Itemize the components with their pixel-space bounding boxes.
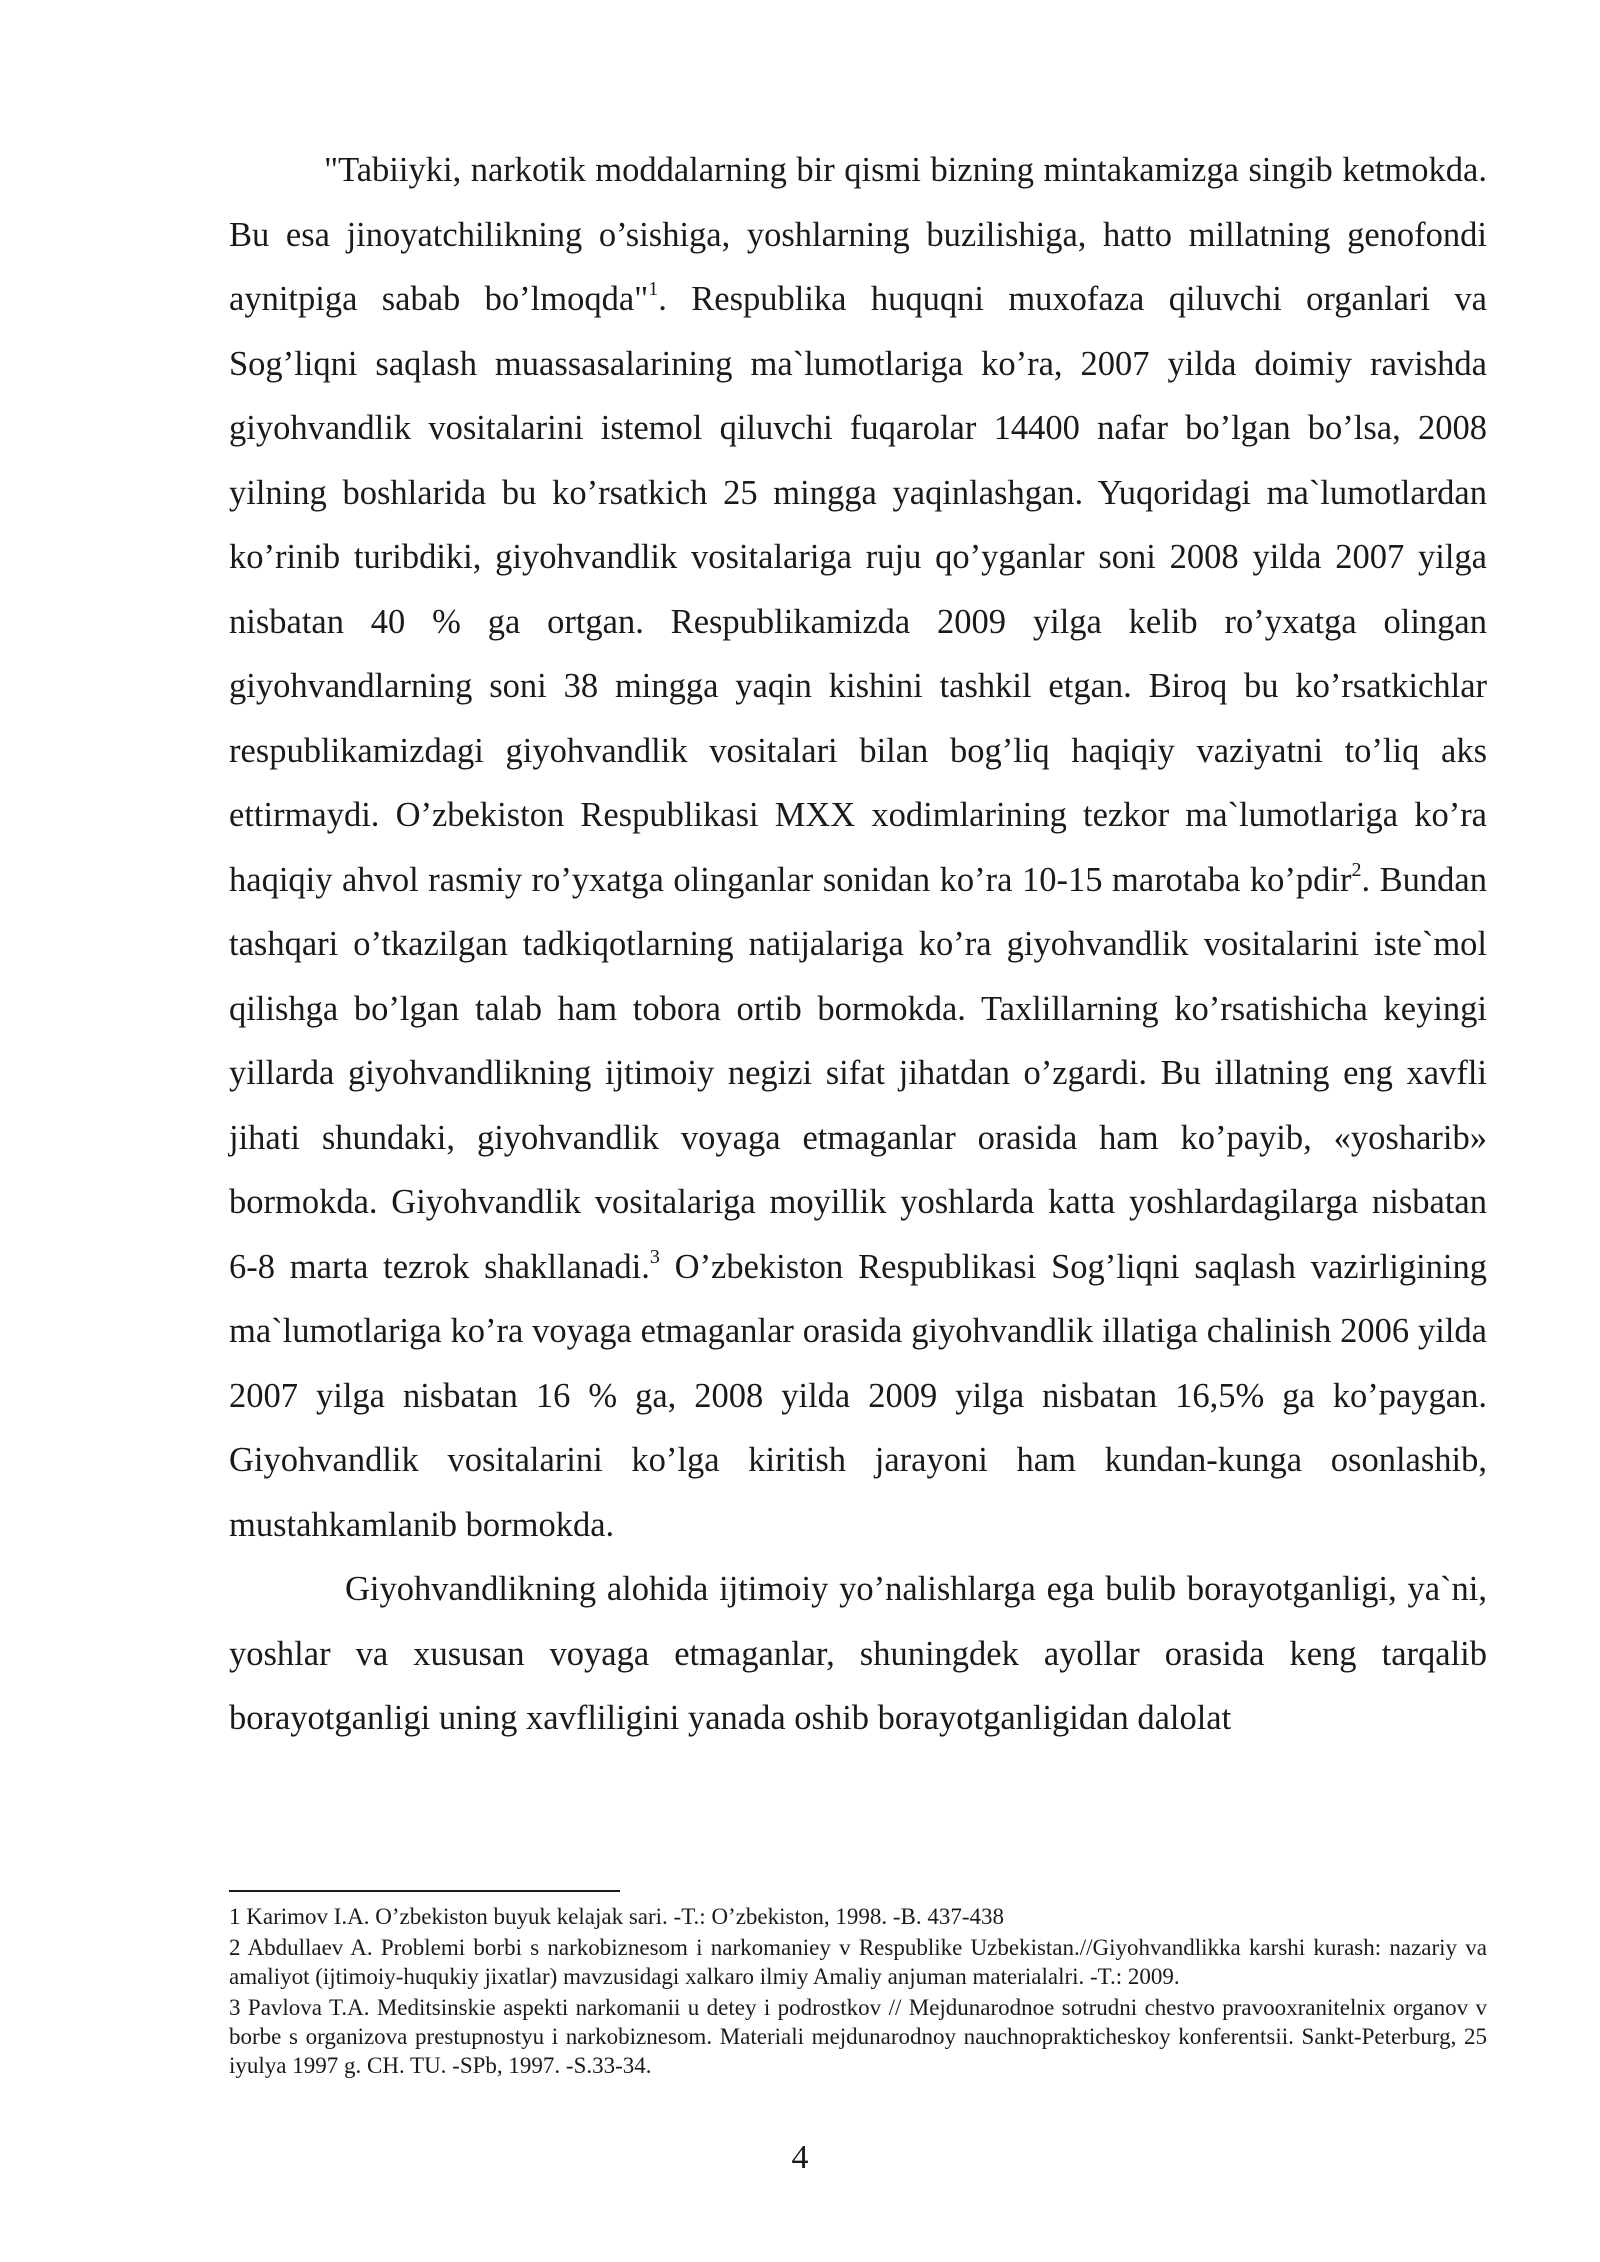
page-number: 4 xyxy=(791,2139,809,2176)
paragraph xyxy=(229,138,1487,1557)
main-text xyxy=(229,138,1487,1751)
footnote: 1 Karimov I.A. O’zbekiston buyuk kelajak sari. -T.: O’zbekiston, 1998. -B. 437-438 xyxy=(229,1904,1005,1929)
text-run: . Bundan tashqari o’tkazilgan tadkiqotlarning natijalariga ko’ra giyohvandlik vositalarini iste`mol qilishga bo’lgan talab ham tobora ortib bormokda. Taxlillarning ko’rsatishicha keyingi yillarda giyohvandlikning ijtimoiy negizi sifat jihatdan o’zgardi. Bu illatning eng xavfli jihati shundaki, giyohvandlik voyaga etmaganlar orasida ham ko’payib, «yosharib» bormokda. Giyohvandlik vositalariga moyillik yoshlarda katta yoshlardagilarga nisbatan 6-8 marta tezrok shakllanadi. xyxy=(229,860,1487,1286)
text-run: . Respublika huquqni muxofaza qiluvchi organlari va Sog’liqni saqlash muassasalarining ma`lumotlariga ko’ra, 2007 yilda doimiy ravishda giyohvandlik vositalarini istemol qiluvchi fuqarolar 14400 nafar bo’lgan bo’lsa, 2008 yilning boshlarida bu ko’rsatkich 25 mingga yaqinlashgan. Yuqoridagi ma`lumotlardan ko’rinib turibdiki, giyohvandlik vositalariga ruju qo’yganlar soni 2008 yilda 2007 yilga nisbatan 40 % ga ortgan. Respublikamizda 2009 yilga kelib ro’yxatga olingan giyohvandlarning soni 38 mingga yaqin kishini tashkil etgan. Biroq bu ko’rsatkichlar respublikamizdagi giyohvandlik vositalari bilan bog’liq haqiqiy vaziyatni to’liq aks ettirmaydi. O’zbekiston Respublikasi MXX xodimlarining tezkor ma`lumotlariga ko’ra haqiqiy ahvol rasmiy ro’yxatga olinganlar sonidan ko’ra 10-15 marotaba ko’pdir xyxy=(229,280,1487,899)
footnote-ref: 2 xyxy=(1351,858,1362,881)
footnote-ref: 3 xyxy=(649,1245,660,1268)
footnote-separator xyxy=(229,1890,620,1892)
text-run: "Tabiiyki, narkotik moddalarning bir qismi bizning mintakamizga singib ketmokda. Bu esa jinoyatchilikning o’sishiga, yoshlarning buzilishiga, hatto millatning genofondi aynitpiga sabab bo’lmoqda" xyxy=(229,151,1487,318)
footnote: 2 Abdullaev A. Problemi borbi s narkobiznesom i narkomaniey v Respublike Uzbekistan.//Giyohvandlikka karshi kurash: nazariy va amaliyot (ijtimoiy-huqukiy jixatlar) mavzusidagi xalkaro ilmiy Amaliy anjuman materialalri. -T.: 2009. xyxy=(229,1935,1487,1989)
footnotes xyxy=(229,1902,1487,2082)
text-run: O’zbekiston Respublikasi Sog’liqni saqlash vazirligining ma`lumotlariga ko’ra voyaga etmaganlar orasida giyohvandlik illatiga chalinish 2006 yilda 2007 yilga nisbatan 16 % ga, 2008 yilda 2009 yilga nisbatan 16,5% ga ko’paygan. Giyohvandlik vositalarini ko’lga kiritish jarayoni ham kundan-kunga osonlashib, mustahkamlanib bormokda. xyxy=(229,1247,1487,1544)
paragraph xyxy=(229,1557,1487,1751)
text-run: Giyohvandlikning alohida ijtimoiy yo’nalishlarga ega bulib borayotganligi, ya`ni, yoshlar va xususan voyaga etmaganlar, shuningdek ayollar orasida keng tarqalib borayotganligi uning xavfliligini yanada oshib borayotganligidan dalolat xyxy=(229,1570,1487,1737)
footnote: 3 Pavlova T.A. Meditsinskie aspekti narkomanii u detey i podrostkov // Mejdunarodnoe sotrudni chestvo pravooxranitelnix organov v borbe s organizova prestupnostyu i narkobiznesom. Materiali mejdunarodnoy nauchnoprakticheskoy konferentsii. Sankt-Peterburg, 25 iyulya 1997 g. CH. TU. -SPb, 1997. -S.33-34. xyxy=(229,1995,1487,2078)
footnote-ref: 1 xyxy=(648,278,659,300)
